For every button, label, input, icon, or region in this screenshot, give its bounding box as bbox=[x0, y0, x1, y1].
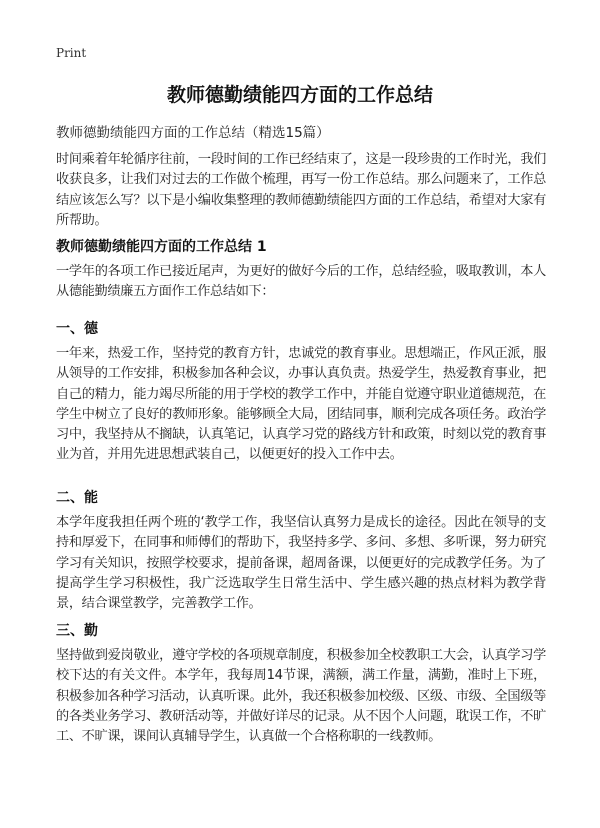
section-heading-virtue: 一、德 bbox=[56, 321, 98, 337]
document-subtitle: 教师德勤绩能四方面的工作总结（精选15篇） bbox=[56, 125, 330, 141]
section-body-ability: 本学年度我担任两个班的‘教学工作，我坚信认真努力是成长的途径。因此在领导的支持和厚爱下，在同事和师傅们的帮助下，我坚持多学、多问、多想、多听课，努力研究学习有关知识，按照学校要求，提前备课，超周备课，以便更好的完成教学任务。为了提高学生学习积极性，我广泛选取学生日常生活中、学生感兴趣的热点材料为教学背景，结合课堂教学，完善教学工作。 bbox=[56, 515, 546, 612]
intro-paragraph: 时间乘着年轮循序往前，一段时间的工作已经结束了，这是一段珍贵的工作时光，我们收获良多，让我们对过去的工作做个梳理，再写一份工作总结。那么问题来了，工作总结应该怎么写？以下是小编收集整理的教师德勤绩能四方面的工作总结，希望对大家有所帮助。 bbox=[56, 152, 546, 228]
article-heading: 教师德勤绩能四方面的工作总结 1 bbox=[56, 239, 267, 255]
section-body-diligence: 坚持做到爱岗敬业，遵守学校的各项规章制度，积极参加全校教职工大会，认真学习学校下达的有关文件。本学年，我每周14节课，满额，满工作量，满勤，准时上下班，积极参加各种学习活动，认真听课。此外，我还积极参加校级、区级、市级、全国级等的各类业务学习、教研活动等，并做好详尽的记录。从不因个人问题，耽误工作，不旷工、不旷课，课间认真辅导学生，认真做一个合格称职的一线教师。 bbox=[56, 648, 546, 745]
print-link[interactable]: Print bbox=[56, 46, 87, 60]
section-heading-diligence: 三、勤 bbox=[56, 623, 98, 639]
article-intro-paragraph: 一学年的各项工作已接近尾声，为更好的做好今后的工作，总结经验，吸取教训，本人从德能勤绩廉五方面作工作总结如下： bbox=[56, 264, 546, 300]
section-body-virtue: 一年来，热爱工作，坚持党的教育方针，忠诚党的教育事业。思想端正，作风正派，服从领导的工作安排，积极参加各种会议，办事认真负责。热爱学生，热爱教育事业，把自己的精力，能力竭尽所能的用于学校的教学工作中，并能自觉遵守职业道德规范，在学生中树立了良好的教师形象。能够顾全大局，团结同事，顺利完成各项任务。政治学习中，我坚持从不搁缺，认真笔记，认真学习党的路线方针和政策，时刻以党的教育事业为首，并用先进思想武装自己，以便更好的投入工作中去。 bbox=[56, 346, 546, 463]
section-heading-ability: 二、能 bbox=[56, 490, 98, 506]
page-title: 教师德勤绩能四方面的工作总结 bbox=[166, 84, 433, 106]
